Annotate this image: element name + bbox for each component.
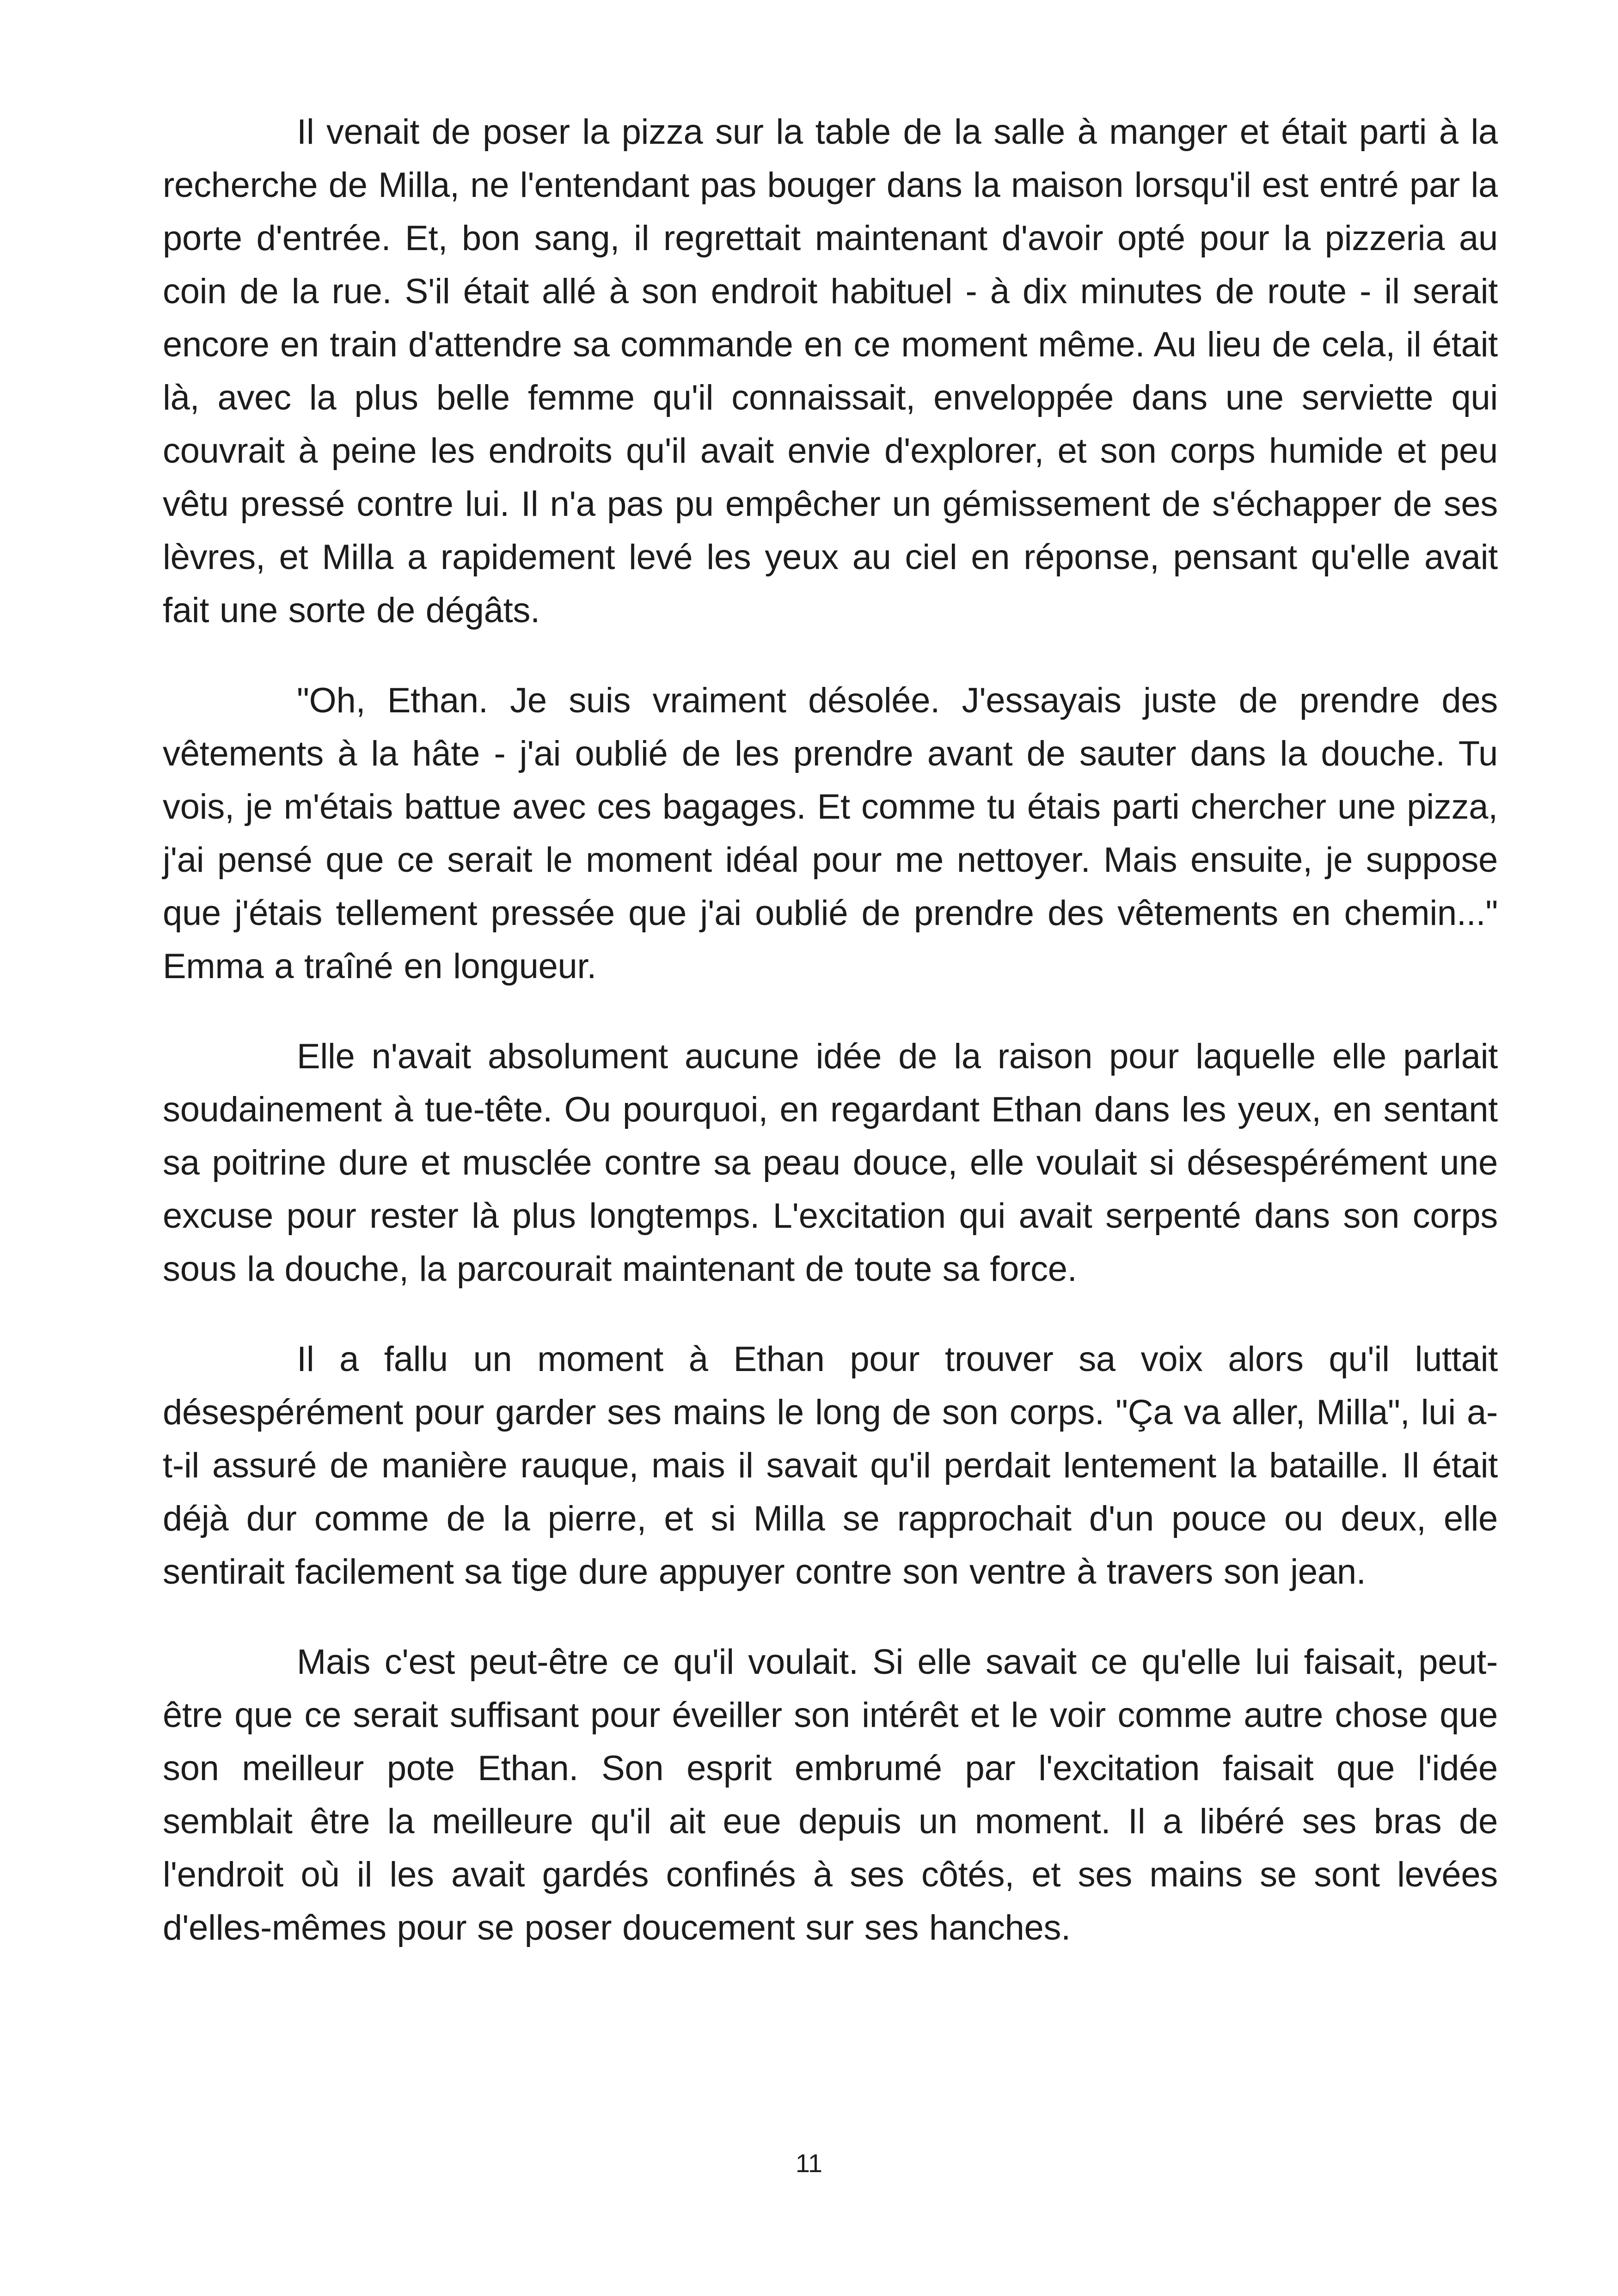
paragraph: "Oh, Ethan. Je suis vraiment désolée. J'essayais juste de prendre des vêtements à la hâte - j'ai oublié de les prendre avant de sauter dans la douche. Tu vois, je m'étais battue avec ces bagages. Et comme tu étais parti chercher une pizza, j'ai pensé que ce serait le moment idéal pour me nettoyer. Mais ensuite, je suppose que j'étais tellement pressée que j'ai oublié de prendre des vêtements en chemin..." Emma a traîné en longueur. (163, 681, 1498, 986)
paragraph: Il venait de poser la pizza sur la table de la salle à manger et était parti à la recherche de Milla, ne l'entendant pas bouger dans la maison lorsqu'il est entré par la porte d'entrée. Et, bon sang, il regrettait maintenant d'avoir opté pour la pizzeria au coin de la rue. S'il était allé à son endroit habituel - à dix minutes de route - il serait encore en train d'attendre sa commande en ce moment même. Au lieu de cela, il était là, avec la plus belle femme qu'il connaissait, enveloppée dans une serviette qui couvrait à peine les endroits qu'il avait envie d'explorer, et son corps humide et peu vêtu pressé contre lui. Il n'a pas pu empêcher un gémissement de s'échapper de ses lèvres, et Milla a rapidement levé les yeux au ciel en réponse, pensant qu'elle avait fait une sorte de dégâts. (163, 112, 1498, 630)
paragraph: Elle n'avait absolument aucune idée de la raison pour laquelle elle parlait soudainement à tue-tête. Ou pourquoi, en regardant Ethan dans les yeux, en sentant sa poitrine dure et musclée contre sa peau douce, elle voulait si désespérément une excuse pour rester là plus longtemps. L'excitation qui avait serpenté dans son corps sous la douche, la parcourait maintenant de toute sa force. (163, 1037, 1498, 1289)
paragraph: Mais c'est peut-être ce qu'il voulait. Si elle savait ce qu'elle lui faisait, peut-être que ce serait suffisant pour éveiller son intérêt et le voir comme autre chose que son meilleur pote Ethan. Son esprit embrumé par l'excitation faisait que l'idée semblait être la meilleure qu'il ait eue depuis un moment. Il a libéré ses bras de l'endroit où il les avait gardés confinés à ses côtés, et ses mains se sont levées d'elles-mêmes pour se poser doucement sur ses hanches. (163, 1642, 1498, 1947)
document-page (163, 105, 1498, 1991)
page-number: 11 (795, 2149, 823, 2178)
paragraph: Il a fallu un moment à Ethan pour trouver sa voix alors qu'il luttait désespérément pour garder ses mains le long de son corps. "Ça va aller, Milla", lui a-t-il assuré de manière rauque, mais il savait qu'il perdait lentement la bataille. Il était déjà dur comme de la pierre, et si Milla se rapprochait d'un pouce ou deux, elle sentirait facilement sa tige dure appuyer contre son ventre à travers son jean. (163, 1340, 1498, 1592)
